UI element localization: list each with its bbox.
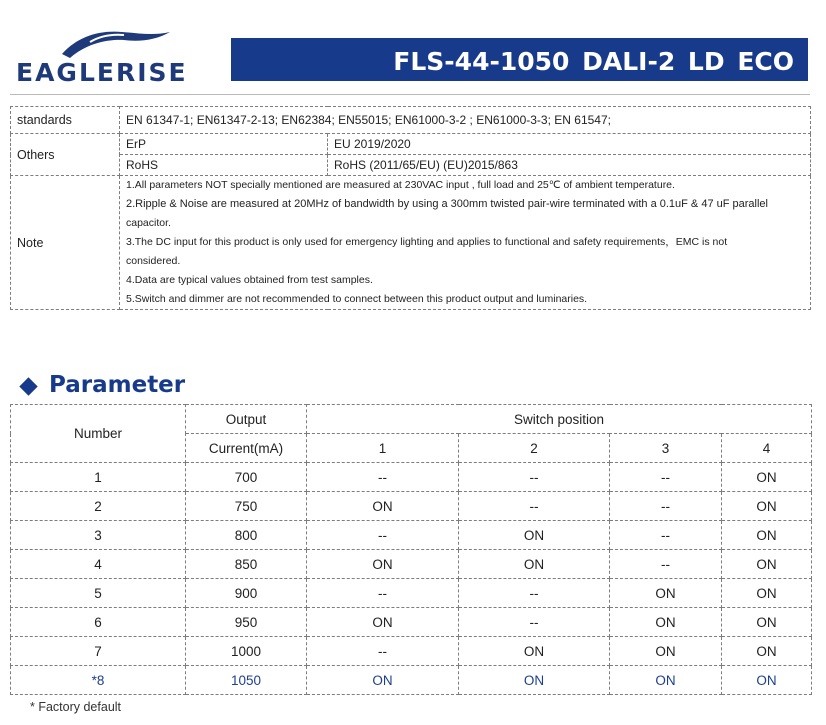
note-line: 4.Data are typical values obtained from test samples. [126, 274, 373, 286]
row-switch-1-cell: ON [307, 492, 459, 521]
row-number-cell: 4 [11, 550, 186, 579]
row-switch-3-cell: -- [610, 521, 722, 550]
row-switch-4-cell: ON [722, 463, 812, 492]
table-row [11, 492, 812, 521]
row-switch-2-cell: -- [459, 579, 610, 608]
row-switch-4-cell: ON [722, 521, 812, 550]
row-switch-2-cell: ON [459, 521, 610, 550]
title-banner [231, 38, 808, 81]
table-row [11, 608, 812, 637]
standards-row [11, 107, 811, 134]
logo-wordmark: EAGLERISE [16, 58, 188, 87]
row-switch-1-cell: -- [307, 637, 459, 666]
note-row [11, 176, 811, 310]
header-switch-position: Switch position [307, 405, 812, 434]
header-switch-3: 3 [610, 434, 722, 463]
header-divider [10, 94, 810, 95]
header-switch-1: 1 [307, 434, 459, 463]
table-row [11, 550, 812, 579]
parameter-table [10, 404, 812, 695]
row-switch-4-cell: ON [722, 608, 812, 637]
note-label: Note [11, 176, 120, 310]
row-current-cell: 1000 [186, 637, 307, 666]
row-switch-4-cell: ON [722, 492, 812, 521]
others-row-erp [11, 134, 811, 155]
header-switch-4: 4 [722, 434, 812, 463]
row-number-cell: *8 [11, 666, 186, 695]
row-number-cell: 7 [11, 637, 186, 666]
row-switch-4-cell: ON [722, 666, 812, 695]
row-switch-3-cell: ON [610, 608, 722, 637]
row-switch-1-cell: -- [307, 463, 459, 492]
row-switch-3-cell: -- [610, 550, 722, 579]
row-current-cell: 750 [186, 492, 307, 521]
row-switch-1-cell: ON [307, 666, 459, 695]
row-current-cell: 950 [186, 608, 307, 637]
row-switch-3-cell: -- [610, 492, 722, 521]
row-switch-2-cell: ON [459, 637, 610, 666]
header-row [11, 405, 812, 434]
factory-default-footnote: * Factory default [30, 700, 122, 714]
parameter-rows [11, 463, 812, 695]
note-content [120, 176, 811, 310]
row-switch-4-cell: ON [722, 637, 812, 666]
note-line: 5.Switch and dimmer are not recommended to connect between this product output and luminaries. [126, 293, 588, 305]
rohs-name: RoHS [120, 155, 328, 176]
section-title: Parameter [49, 372, 186, 398]
row-current-cell: 900 [186, 579, 307, 608]
note-line: capacitor. [126, 217, 171, 229]
row-switch-1-cell: -- [307, 521, 459, 550]
header-switch-2: 2 [459, 434, 610, 463]
row-number-cell: 3 [11, 521, 186, 550]
note-line: 1.All parameters NOT specially mentioned are measured at 230VAC input , full load and 25℃ of ambient temperature. [126, 179, 675, 191]
row-number-cell: 1 [11, 463, 186, 492]
row-current-cell: 800 [186, 521, 307, 550]
table-row [11, 637, 812, 666]
rohs-value: RoHS (2011/65/EU) (EU)2015/863 [328, 155, 811, 176]
row-switch-2-cell: -- [459, 492, 610, 521]
row-switch-1-cell: ON [307, 608, 459, 637]
eagle-icon [60, 28, 172, 58]
row-number-cell: 2 [11, 492, 186, 521]
row-switch-2-cell: ON [459, 550, 610, 579]
row-switch-1-cell: -- [307, 579, 459, 608]
header-current: Current(mA) [186, 434, 307, 463]
row-switch-3-cell: ON [610, 637, 722, 666]
standards-label: standards [11, 107, 120, 134]
header-number: Number [11, 405, 186, 463]
row-current-cell: 1050 [186, 666, 307, 695]
erp-value: EU 2019/2020 [328, 134, 811, 155]
row-number-cell: 6 [11, 608, 186, 637]
row-switch-3-cell: ON [610, 579, 722, 608]
row-current-cell: 700 [186, 463, 307, 492]
row-switch-1-cell: ON [307, 550, 459, 579]
product-title: FLS-44-1050 DALI-2 LD ECO [393, 47, 794, 76]
row-switch-2-cell: ON [459, 666, 610, 695]
info-table [10, 106, 811, 310]
header-output: Output [186, 405, 307, 434]
note-line: considered. [126, 255, 181, 267]
row-number-cell: 5 [11, 579, 186, 608]
table-row [11, 463, 812, 492]
row-switch-3-cell: ON [610, 666, 722, 695]
row-current-cell: 850 [186, 550, 307, 579]
row-switch-4-cell: ON [722, 550, 812, 579]
table-row [11, 579, 812, 608]
diamond-bullet-icon [19, 377, 37, 395]
row-switch-4-cell: ON [722, 579, 812, 608]
note-line: 2.Ripple & Noise are measured at 20MHz of bandwidth by using a 300mm twisted pair-wire terminated with a 0.1uF & 47 uF parallel [126, 198, 768, 210]
others-row-rohs [11, 155, 811, 176]
row-switch-3-cell: -- [610, 463, 722, 492]
erp-name: ErP [120, 134, 328, 155]
table-row [11, 521, 812, 550]
row-switch-2-cell: -- [459, 608, 610, 637]
row-switch-2-cell: -- [459, 463, 610, 492]
table-row [11, 666, 812, 695]
others-label: Others [11, 134, 120, 176]
brand-logo [14, 28, 189, 88]
standards-value: EN 61347-1; EN61347-2-13; EN62384; EN55015; EN61000-3-2 ; EN61000-3-3; EN 61547; [120, 107, 811, 134]
note-line: 3.The DC input for this product is only used for emergency lighting and applies to functional and safety requirements，EMC is not [126, 236, 728, 248]
